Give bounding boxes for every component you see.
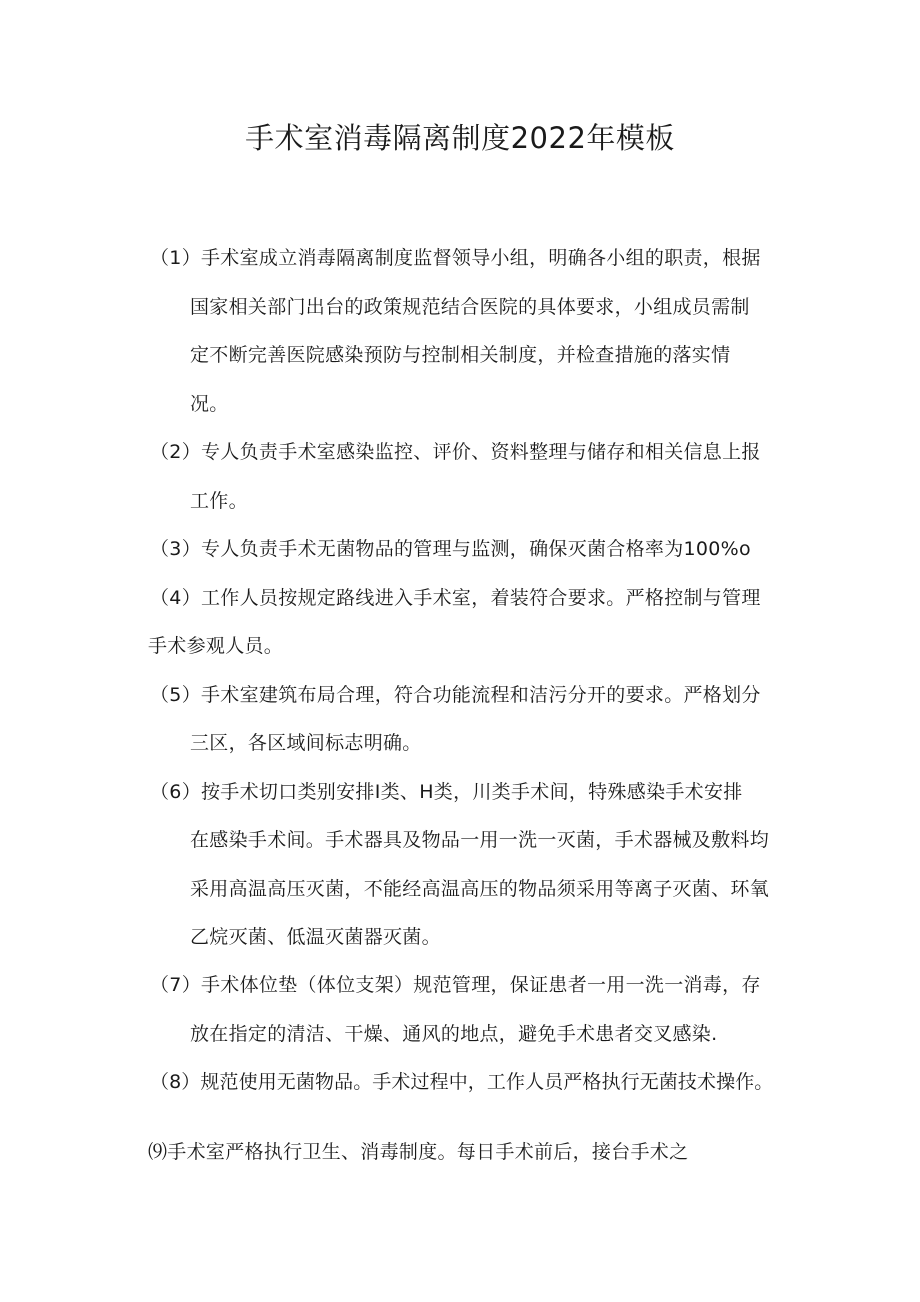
item-1-line-4: 况。	[190, 393, 229, 415]
item-5-line-1: （5）手术室建筑布局合理，符合功能流程和洁污分开的要求。严格划分	[150, 684, 761, 706]
item-2-line-1: （2）专人负责手术室感染监控、评价、资料整理与储存和相关信息上报	[150, 441, 761, 463]
item-6-line-3: 采用高温高压灭菌，不能经高温高压的物品须采用等离子灭菌、环氧	[190, 878, 770, 900]
item-4-line-2: 手术参观人员。	[148, 635, 284, 657]
item-6-line-4: 乙烷灭菌、低温灭菌器灭菌。	[190, 926, 441, 948]
item-3-line-1: （3）专人负责手术无菌物品的管理与监测，确保灭菌合格率为100%o	[150, 538, 751, 560]
item-1-line-1: （1）手术室成立消毒隔离制度监督领导小组，明确各小组的职责，根据	[150, 247, 761, 269]
item-8-line-1: （8）规范使用无菌物品。手术过程中，工作人员严格执行无菌技术操作。	[150, 1071, 774, 1093]
item-7-line-1: （7）手术体位垫（体位支架）规范管理，保证患者一用一洗一消毒，存	[150, 974, 761, 996]
item-5-line-2: 三区，各区域间标志明确。	[190, 732, 422, 754]
item-6-line-2: 在感染手术间。手术器具及物品一用一洗一灭菌，手术器械及敷料均	[190, 829, 770, 851]
item-7-line-2: 放在指定的清洁、干燥、通风的地点，避免手术患者交叉感染.	[190, 1023, 718, 1045]
item-1-line-3: 定不断完善医院感染预防与控制相关制度，并检查措施的落实情	[190, 344, 731, 366]
item-9-line-1: ⑼手术室严格执行卫生、消毒制度。每日手术前后，接台手术之	[148, 1141, 689, 1163]
item-1-line-2: 国家相关部门出台的政策规范结合医院的具体要求，小组成员需制	[190, 296, 750, 318]
document-title: 手术室消毒隔离制度2022年模板	[245, 121, 675, 155]
item-4-line-1: （4）工作人员按规定路线进入手术室，着装符合要求。严格控制与管理	[150, 587, 761, 609]
item-6-line-1: （6）按手术切口类别安排I类、H类，川类手术间，特殊感染手术安排	[150, 781, 743, 803]
item-2-line-2: 工作。	[190, 490, 248, 512]
